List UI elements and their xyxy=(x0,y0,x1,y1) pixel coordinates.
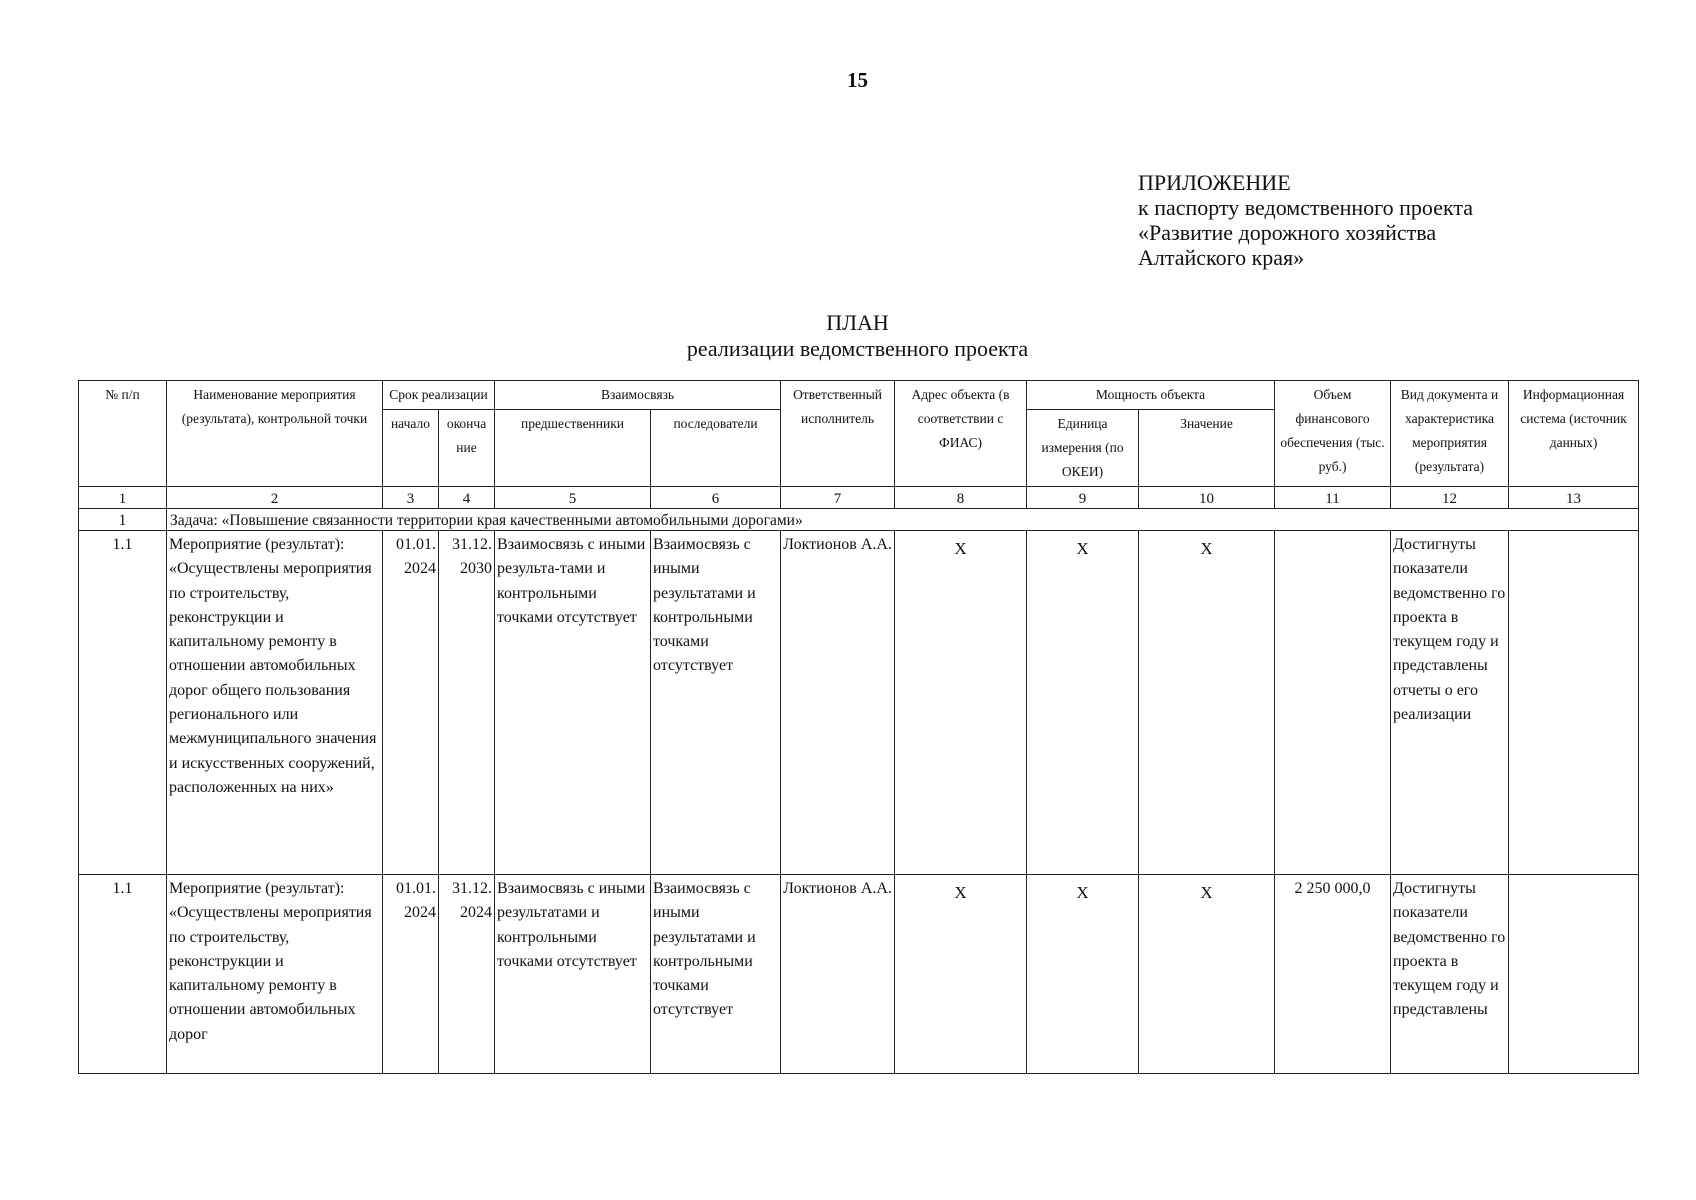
header-row-1 xyxy=(79,381,1639,410)
task-row xyxy=(79,509,1639,531)
row-predecessors: Взаимосвязь с иными результа-тами и контрольными точками отсутствует xyxy=(495,531,651,875)
row-value: X xyxy=(1139,875,1275,1074)
row-doc-type: Достигнуты показатели ведомственно го проекта в текущем году и представлены отчеты о его реализации xyxy=(1391,531,1509,875)
column-number: 7 xyxy=(781,487,895,509)
column-number-row xyxy=(79,487,1639,509)
header-name: Наименование мероприятия (результата), контрольной точки xyxy=(167,381,383,487)
header-info-system: Информационная система (источник данных) xyxy=(1509,381,1639,487)
header-num: № п/п xyxy=(79,381,167,487)
row-executor: Локтионов А.А. xyxy=(781,875,895,1074)
column-number: 12 xyxy=(1391,487,1509,509)
column-number: 13 xyxy=(1509,487,1639,509)
appendix-line-4: Алтайского края» xyxy=(1138,245,1305,270)
header-predecessors: предшественники xyxy=(495,410,651,487)
column-number: 2 xyxy=(167,487,383,509)
row-predecessors: Взаимосвязь с иными результатами и контрольными точками отсутствует xyxy=(495,875,651,1074)
row-unit: X xyxy=(1027,531,1139,875)
appendix-line-2: к паспорту ведомственного проекта xyxy=(1138,195,1474,220)
column-number: 6 xyxy=(651,487,781,509)
appendix-block xyxy=(1138,170,1473,270)
header-value: Значение xyxy=(1139,410,1275,487)
plan-title-main: ПЛАН xyxy=(826,310,889,335)
page-number: 15 xyxy=(847,68,868,92)
column-number: 11 xyxy=(1275,487,1391,509)
header-executor: Ответственный исполнитель xyxy=(781,381,895,487)
row-address: X xyxy=(895,875,1027,1074)
appendix-line-3: «Развитие дорожного хозяйства xyxy=(1138,220,1437,245)
header-relation: Взаимосвязь xyxy=(495,381,781,410)
plan-title-sub: реализации ведомственного проекта xyxy=(686,336,1029,361)
plan-table xyxy=(78,380,1639,1074)
row-address: X xyxy=(895,531,1027,875)
header-capacity: Мощность объекта xyxy=(1027,381,1275,410)
task-num: 1 xyxy=(79,509,167,531)
header-successors: последователи xyxy=(651,410,781,487)
column-number: 3 xyxy=(383,487,439,509)
header-period: Срок реализации xyxy=(383,381,495,410)
header-end: оконча ние xyxy=(439,410,495,487)
row-start: 01.01. 2024 xyxy=(383,875,439,1074)
column-number: 8 xyxy=(895,487,1027,509)
header-doc-type: Вид документа и характеристика мероприятия (результата) xyxy=(1391,381,1509,487)
plan-title xyxy=(0,310,1696,362)
row-info-system xyxy=(1509,875,1639,1074)
column-number: 1 xyxy=(79,487,167,509)
table-row xyxy=(79,531,1639,875)
appendix-line-1: ПРИЛОЖЕНИЕ xyxy=(1138,170,1291,195)
row-name: Мероприятие (результат): «Осуществлены мероприятия по строительству, реконструкции и капитальному ремонту в отношении автомобильных дорог общего пользования регионального или межмуниципального значения и искусственных сооружений, расположенных на них» xyxy=(167,531,383,875)
row-executor: Локтионов А.А. xyxy=(781,531,895,875)
row-num: 1.1 xyxy=(79,531,167,875)
row-value: X xyxy=(1139,531,1275,875)
column-number: 5 xyxy=(495,487,651,509)
header-unit: Единица измерения (по ОКЕИ) xyxy=(1027,410,1139,487)
column-number: 10 xyxy=(1139,487,1275,509)
row-name: Мероприятие (результат): «Осуществлены мероприятия по строительству, реконструкции и капитальному ремонту в отношении автомобильных дорог xyxy=(167,875,383,1074)
row-end: 31.12. 2024 xyxy=(439,875,495,1074)
column-number: 9 xyxy=(1027,487,1139,509)
row-start: 01.01. 2024 xyxy=(383,531,439,875)
header-start: начало xyxy=(383,410,439,487)
column-number: 4 xyxy=(439,487,495,509)
row-info-system xyxy=(1509,531,1639,875)
table-row xyxy=(79,875,1639,1074)
row-finance: 2 250 000,0 xyxy=(1275,875,1391,1074)
row-unit: X xyxy=(1027,875,1139,1074)
row-successors: Взаимосвязь с иными результатами и контрольными точками отсутствует xyxy=(651,875,781,1074)
row-successors: Взаимосвязь с иными результатами и контрольными точками отсутствует xyxy=(651,531,781,875)
header-address: Адрес объекта (в соответствии с ФИАС) xyxy=(895,381,1027,487)
header-finance: Объем финансового обеспечения (тыс. руб.) xyxy=(1275,381,1391,487)
task-text: Задача: «Повышение связанности территории края качественными автомобильными дорогами» xyxy=(167,509,1639,531)
row-end: 31.12. 2030 xyxy=(439,531,495,875)
row-num: 1.1 xyxy=(79,875,167,1074)
row-finance xyxy=(1275,531,1391,875)
row-doc-type: Достигнуты показатели ведомственно го проекта в текущем году и представлены xyxy=(1391,875,1509,1074)
